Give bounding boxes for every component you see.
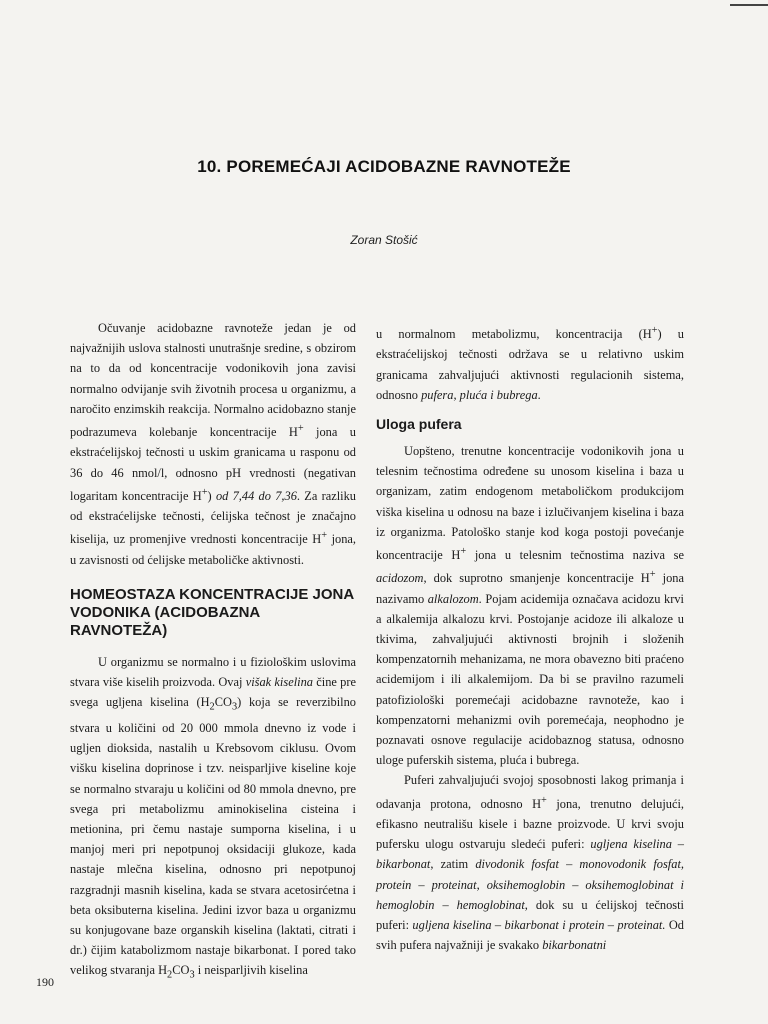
corner-mark bbox=[730, 4, 768, 6]
paragraph-pufer-1: Uopšteno, trenutne koncentracije vodonikovih jona u telesnim tečnostima određene su unosom kiselina i baza u organizam, zatim endogenom metaboličkom produkcijom viška kiselina u odnosu na baze i izlučivanjem kiselina i baza iz organizma. Patološko stanje kod koga postoji povećanje koncentracije H+ jona u telesnim tečnostima naziva se acidozom, dok suprotno smanjenje koncentracije H+ jona nazivamo alkalozom. Pojam acidemija označava acidozu krvi a alkalemija alkalozu krvi. Postojanje acidoze ili alkaloze u tkivima, zahvaljujući aktivnosti brojnih i složenih kompenzatornih mehanizama, ne mora obavezno biti praćeno acidemijom i ili alkalemijom. Da bi se pravilno razumeli patofiziološki poremećaji acidobazne ravnoteže, kao i kompenzatorni mehanizmi ovih poremećaja, neophodno je poznavati osnove regulacije acidobaznog statusa, odnosno uloge puferskih sistema, pluća i bubrega. bbox=[376, 443, 684, 768]
chapter-title: 10. POREMEĆAJI ACIDOBAZNE RAVNOTEŽE bbox=[197, 157, 571, 176]
paragraph-pufer-2: Puferi zahvaljujući svojoj sposobnosti lakog primanja i odavanja protona, odnosno H+ jona, trenutno delujući, efikasno neutrališu kisele i bazne proizvode. U krvi svoju pufersku ulogu ostvaruju sledeći puferi: ugljena kiselina – bikarbonat, zatim divodonik fosfat – monovodonik fosfat, protein – proteinat, oksihemoglobin – oksihemoglobinat i hemoglobin – hemoglobinat, dok su u ćelijskoj tečnosti puferi: ugljena kiselina – bikarbonat i protein – proteinat. Od svih pufera najvažniji je svakako bikarbonatni bbox=[376, 773, 685, 953]
sub-heading: Uloga pufera bbox=[376, 415, 462, 432]
author-name: Zoran Stošić bbox=[350, 233, 418, 247]
body-paragraph: U organizmu se normalno i u fiziološkim uslovima stvara više kiselih proizvoda. Ovaj višak kiselina čine pre svega ugljena kiselina $(H_2CO_3)$ koja se reverzibilno stvara u količini od 20 000 mmola dnevno iz vode i ugljen dioksida, nastalih u Krebsovom ciklusu. Ovom višku kiselina doprinose i tzv. neisparljive kiseline koje se normalno stvaraju u količini od 80 mmola dnevno, pre svega pri metabolizmu aminokiselina cisteina i metionina, pri čemu nastaje sumporna kiselina, i u manjoj meri pri nepotpunoj oksidaciji glukoze, kada nastaje mlečna kiselina, odnosno pri nepotpunoj razgradnji masnih kiselina, kada se stvara acetosirćetna i beta oksibuterna kiselina. Jedini izvor baza u organizmu su konjugovane baze organskih kiselina (laktati, citrati i dr.) čijim katabolizmom nastaje bikarbonat. I pored tako velikog stvaranja $H_2CO_3$ i neisparljivih kiselina bbox=[70, 654, 356, 981]
page-number: 190 bbox=[36, 975, 54, 989]
section-heading: HOMEOSTAZA KONCENTRACIJE JONA VODONIKA (ACIDOBAZNA RAVNOTEŽA) bbox=[70, 585, 354, 639]
right-column bbox=[376, 321, 684, 955]
left-column bbox=[70, 318, 356, 986]
intro-paragraph: Očuvanje acidobazne ravnoteže jedan je od najvažnijih uslova stalnosti unutrašnje sredine, s obzirom na to da od koncentracije vodonikovih jona zavisi normalno odvijanje svih životnih procesa u organizmu, a naročito enzimskih reakcija. Normalno acidobazno stanje podrazumeva kolebanje koncentracije H+ jona u ekstraćelijskoj tečnosti u uskim granicama u rasponu od 36 do 46 nmol/l, odnosno pH vrednosti (negativan logaritam koncentracije H+) od 7,44 do 7,36. Za razliku od ekstraćelijske tečnosti, ćelijska tečnost je značajno kiselija, uz promenjive vrednosti koncentracije H+ jona, u zavisnosti od ćelijske metaboličke aktivnosti. bbox=[70, 321, 356, 567]
continued-paragraph: u normalnom metabolizmu, koncentracija (H+) u ekstraćelijskoj tečnosti održava se u relativno uskim granicama zahvaljujući aktivnosti regulacionih sistema, odnosno pufera, pluća i bubrega. bbox=[376, 325, 684, 402]
